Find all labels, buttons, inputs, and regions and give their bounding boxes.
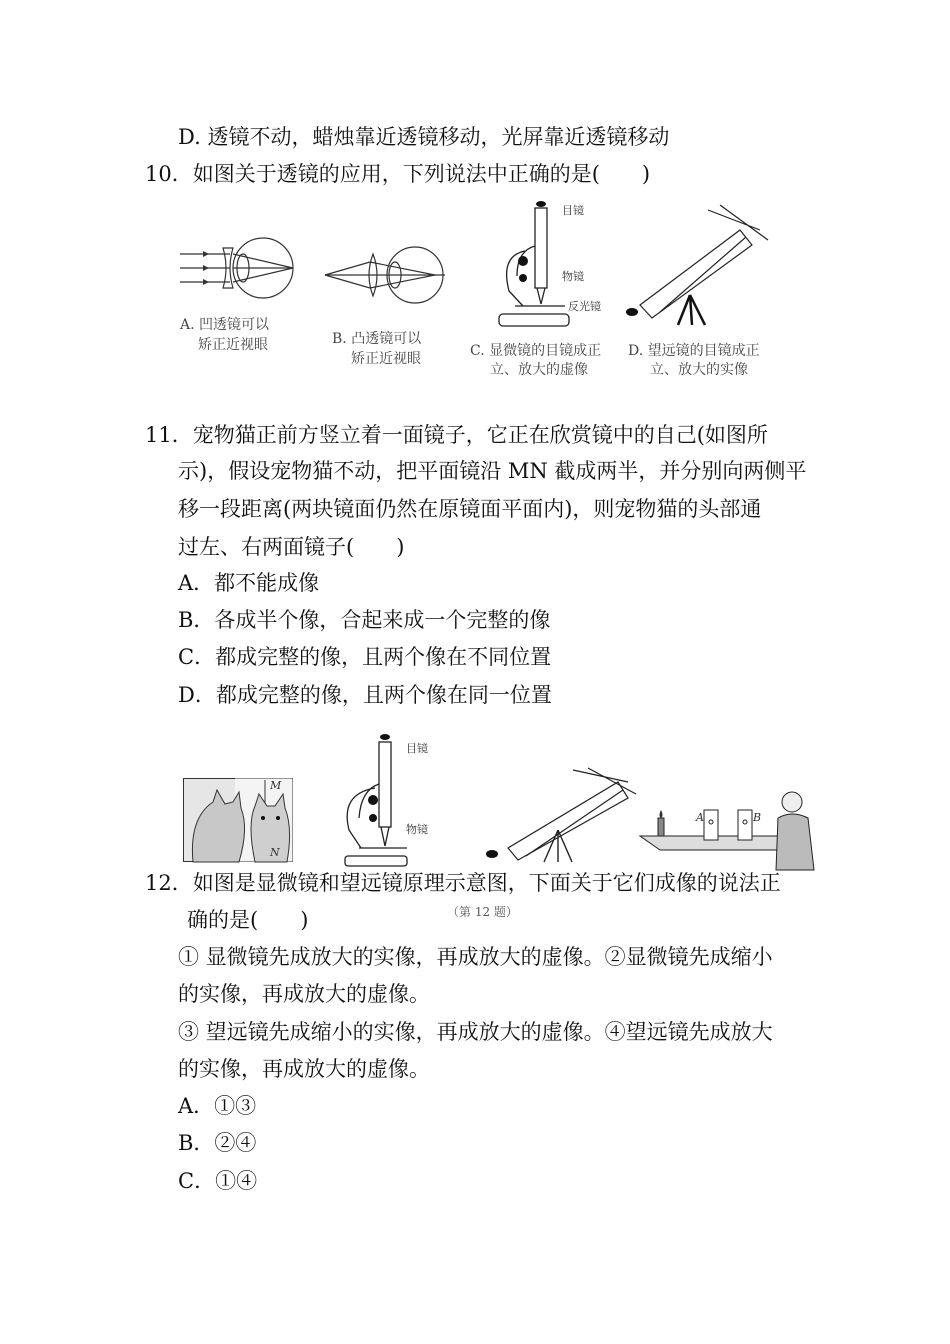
q10-label-objective: 物镜 [562, 270, 584, 283]
q10-figure-d-telescope [620, 200, 770, 330]
q12-stem-line2: 确的是( ) [187, 908, 309, 932]
q10-caption-d-line1: D. 望远镜的目镜成正 [628, 343, 760, 359]
q9-option-d: D. 透镜不动，蜡烛靠近透镜移动，光屏靠近透镜移动 [178, 125, 670, 149]
q12-statement-1-cont: 的实像，再成放大的虚像。 [178, 982, 430, 1006]
mirror-label-n: N [270, 846, 280, 859]
q12-statement-3-cont: 的实像，再成放大的虚像。 [178, 1057, 430, 1081]
screen-label-b: B [753, 811, 762, 824]
q12-option-a: A．①③ [178, 1094, 257, 1118]
microscope-label-eyepiece: 目镜 [406, 742, 428, 755]
q10-label-mirror: 反光镜 [568, 300, 601, 313]
q11-stem-line1: 11．宠物猫正前方竖立着一面镜子，它正在欣赏镜中的自己(如图所 [145, 423, 768, 447]
q11-stem-line3: 移一段距离(两块镜面仍然在原镜面平面内)，则宠物猫的头部通 [178, 497, 762, 521]
q11-stem-line2: 示)，假设宠物猫不动，把平面镜沿 MN 截成两半，并分别向两侧平 [178, 459, 807, 483]
q11-option-b: B．各成半个像，合起来成一个完整的像 [178, 608, 551, 632]
q11-option-a: A．都不能成像 [178, 571, 320, 595]
telescope-figure [478, 768, 638, 863]
q10-caption-c-line1: C. 显微镜的目镜成正 [470, 343, 602, 359]
q12-option-c: C．①④ [178, 1169, 258, 1193]
q10-caption-b-line2: 矫正近视眼 [351, 351, 421, 367]
q12-statement-3: ③ 望远镜先成缩小的实像，再成放大的虚像。④望远镜先成放大 [178, 1020, 773, 1044]
q12-stem-line1: 12．如图是显微镜和望远镜原理示意图，下面关于它们成像的说法正 [145, 871, 781, 895]
mirror-label-m: M [270, 779, 282, 792]
q12-option-b: B．②④ [178, 1131, 257, 1155]
q11-stem-line4: 过左、右两面镜子( ) [178, 535, 405, 559]
candle-screens-figure [640, 788, 820, 870]
microscope-figure [335, 730, 415, 870]
q12-statement-1: ① 显微镜先成放大的实像，再成放大的虚像。②显微镜先成缩小 [178, 945, 773, 969]
q11-option-d: D．都成完整的像，且两个像在同一位置 [178, 683, 552, 707]
q11-option-c: C．都成完整的像，且两个像在不同位置 [178, 645, 552, 669]
figure-caption-q12: （第 12 题） [447, 905, 518, 919]
q10-caption-a-line2: 矫正近视眼 [198, 337, 268, 353]
q10-caption-c-line2: 立、放大的虚像 [490, 362, 588, 378]
q10-caption-a-line1: A. 凹透镜可以 [180, 317, 270, 333]
q10-figure-a [175, 228, 305, 308]
screen-label-a: A [696, 811, 704, 824]
q10-caption-b-line1: B. 凸透镜可以 [332, 331, 422, 347]
q10-label-eyepiece: 目镜 [562, 204, 584, 217]
microscope-label-objective: 物镜 [406, 823, 428, 836]
q10-caption-d-line2: 立、放大的实像 [650, 362, 748, 378]
q10-figure-b [325, 240, 450, 310]
q10-stem: 10．如图关于透镜的应用，下列说法中正确的是( ) [145, 162, 651, 186]
